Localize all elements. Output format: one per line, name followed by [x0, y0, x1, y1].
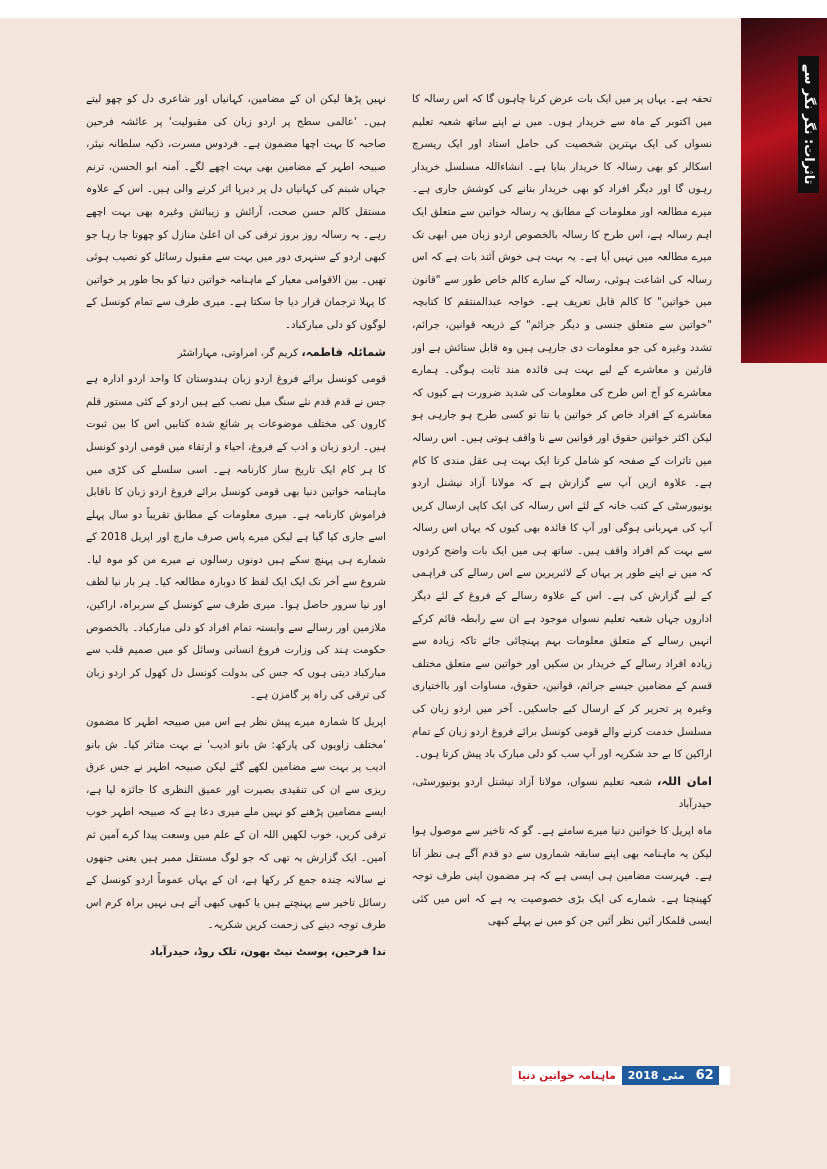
left-column	[86, 88, 386, 1078]
writer-name: شمائلہ فاطمہ،	[301, 344, 386, 359]
writer-name: امان اللہ،	[656, 773, 712, 788]
letter-text: تحفہ ہے۔ یہاں پر میں ایک بات عرض کرنا چاہوں گا کہ اس رسالہ کا میں اکتوبر کے ماہ سے خریدار ہوں۔ میں نے اپنے ساتھ شعبہ تعلیم نسواں کی ایک بہترین شخصیت کی حامل استاد اور ایک ریسرچ اسکالر کو بھی رسالہ کا خریدار بنایا ہے۔ انشاءاللہ مسلسل خریدار رہوں گا اور دیگر افراد کو بھی خریدار بنانے کی کوشش جاری ہے۔ میرے مطالعہ اور معلومات کے مطابق یہ رسالہ خواتین سے متعلق ایک اہم رسالہ ہے، اس طرح کا رسالہ بالخصوص اردو زبان میں ابھی تک میرے مطالعہ میں نہیں آیا ہے۔ یہ بہت ہی خوش آئند بات ہے کہ اس رسالہ کی اشاعت ہوئی، رسالہ کے سارے کالم خاص طور سے "قانون میں خواتین" کا کالم قابل تعریف ہے۔ خواجہ عبدالمنتقم کا کتابچہ "خواتین سے متعلق جنسی و دیگر جرائم" کے ذریعہ قوانین، جرائم، تشدد وغیرہ کی جو معلومات دی جارہی ہیں وہ قابل ستائش ہے اور قارئین و معاشرے کے لیے بہت ہی فائدہ مند ثابت ہوگی۔ ہمارے معاشرے کو آج اس طرح کی معلومات کی شدید ضرورت ہے کیوں کہ معاشرے کے افراد خاص کر خواتین یا نتا تو کسی طرح ہو جارہی ہو لیکن اکثر خواتین حقوق اور قوانین سے نا واقف ہوتی ہیں۔ اس رسالہ میں تاثرات کے صفحہ کو شامل کرنا ایک بہت ہی عقل مندی کا کام ہے۔ علاوہ ازیں آپ سے گزارش ہے کہ مولانا آزاد نیشنل اردو یونیورسٹی کے کتب خانہ کے لئے اس رسالہ کی ایک کاپی ارسال کریں آپ کی مہربانی ہوگی اور آپ کا فائدہ بھی کیوں کہ یہاں اس رسالہ سے بہت کم افراد واقف ہیں۔ ساتھ ہی میں ایک بات واضح کردوں کہ میں نے اپنے طور پر یہاں کے لائبریرین سے اس رسالے کی فراہمی کے لیے گزارش کی ہے۔ اس کے علاوہ رسالے کے فروغ کے لئے دیگر اداروں جہاں شعبہ تعلیم نسواں موجود ہے ان سے رابطہ قائم کرکے انہیں رسالے کے متعلق معلومات بہم پہنچائی جائے تاکہ زیادہ سے زیادہ افراد رسالے کے خریدار بن سکیں اور خواتین سے متعلق مختلف قسم کے مضامین جیسے جرائم، قوانین، حقوق، مساوات اور بااختیاری وغیرہ پر تحریر کر کے ارسال کیے جاسکیں۔ آخر میں اردو زبان کی مسلسل خدمت کرنے والے قومی کونسل برائے فروغ اردو زبان کے تمام اراکین کا بے حد شکریہ اور آپ سب کو دلی مبارک باد پیش کرتا ہوں۔	[412, 93, 712, 761]
section-label: تاثرات: نگر نگر سے	[798, 56, 819, 193]
letter-text: نہیں پڑھا لیکن ان کے مضامین، کہانیاں اور شاعری دل کو چھو لیتے ہیں۔ 'عالمی سطح پر اردو زبان کی مقبولیت' پر عائشہ فرحین صاحبہ کا بہت اچھا مضمون ہے۔ فردوس مسرت، ذکیہ سلطانہ نیئر، صبیحہ اطہر کے مضامین بھی بہت اچھے لگے۔ آمنہ ابو الحسن، ترنم جہاں شبنم کی کہانیاں دل پر دیرپا اثر کرنے والی ہیں۔ اس کے علاوہ مستقل کالم حسن صحت، آرائش و زیبائش وغیرہ بھی بہت اچھے رہے۔ یہ رسالہ روز بروز ترقی کی ان اعلیٰ منازل کو چھوتا جا رہا جو کبھی اردو کے سنہری دور میں بہت سے مقبول رسائل کو نصیب ہوئی تھیں۔ بین الاقوامی معیار کے ماہنامہ خواتین دنیا کو بجا طور پر خواتین کا پہلا ترجمان قرار دیا جا سکتا ہے۔ میری طرف سے تمام کونسل کے لوگوں کو دلی مبارکباد۔	[86, 93, 386, 331]
letter-text: ماہ اپریل کا خواتین دنیا میرے سامنے ہے۔ گو کہ تاخیر سے موصول ہوا لیکن یہ ماہنامہ بھی اپنے سابقہ شماروں سے دو قدم آگے ہی نظر آتا ہے۔ فہرست مضامین ہی ایسی ہے کہ ہر مضمون اپنی طرف توجہ کھینچتا ہے۔ شمارے کی ایک بڑی خصوصیت یہ ہے کہ اس میں کئی ایسی قلمکار آئیں نظر آئیں جن کو میں نے پہلے کبھی	[412, 825, 712, 928]
letter-header	[86, 341, 386, 365]
letter-text: اپریل کا شمارہ میرے پیش نظر ہے اس میں صبیحہ اطہر کا مضمون 'مختلف زاویوں کی پارکھ: ش بانو ادیب' نے بہت متاثر کیا۔ ش بانو ادیب پر بہت سے مضامین لکھے گئے لیکن صبیحہ اطہر نے جس عرق ریزی سے ان کی تنقیدی بصیرت اور عمیق النظری کا جائزہ لیا ہے، ایسے مضامین پڑھنے کو نہیں ملے میری دعا ہے کہ صبیحہ اطہر خوب ترقی کریں، خوب لکھیں اللہ ان کے علم میں وسعت پیدا کرے آمین ثم آمین۔ ایک گزارش یہ تھی کہ جو لوگ مستقل ممبر ہیں یعنی جنھوں نے سالانہ چندہ جمع کر رکھا ہے، ان کے یہاں عموماً اردو کونسل کے رسائل تاخیر سے پہنچتے ہیں یا کبھی کبھی آتے ہی نہیں براہ کرم اس طرف توجہ دینے کی زحمت کریں شکریہ۔	[86, 716, 386, 932]
page-number: 62	[691, 1066, 719, 1085]
signature	[86, 941, 386, 964]
issue-date: مئی 2018	[622, 1066, 691, 1085]
right-column	[412, 88, 712, 1113]
signature-address: پوسٹ نیٹ بھون، تلک روڈ، حیدرآباد	[149, 945, 328, 958]
page-footer	[512, 1066, 730, 1085]
letter-text: قومی کونسل برائے فروغ اردو زبان ہندوستان کا واحد اردو ادارہ ہے جس نے قدم قدم نئے سنگ میل نصب کیے ہیں اردو کے کئی مستور قلم کاروں کی مختلف موضوعات پر شائع شدہ کتابیں اس کا بین ثبوت ہیں۔ اردو زبان و ادب کے فروغ، احیاء و ارتقاء میں قومی اردو کونسل کا ہر کام ایک تاریخ ساز کارنامہ ہے۔ اسی سلسلے کی کڑی میں ماہنامہ خواتین دنیا بھی قومی کونسل برائے فروغ اردو زبان کا ناقابل فراموش کارنامہ ہے۔ میری معلومات کے مطابق تقریباً دو سال پہلے اسے جاری کیا گیا ہے لیکن میرے پاس صرف مارچ اور اپریل 2018 کے شمارے ہی پہنچ سکے ہیں دونوں رسالوں نے میرے من کو موہ لیا۔ شروع سے آخر تک ایک ایک لفظ کا دوبارہ مطالعہ کیا۔ ہر بار نیا لطف اور نیا سرور حاصل ہوا۔ میری طرف سے کونسل کے سربراہ، اراکین، ملازمین اور رسالے سے وابستہ تمام افراد کو دلی مبارکباد۔ بالخصوص حکومت ہند کی وزارت فروغ انسانی وسائل کو میں صمیم قلب سے مبارکباد دیتی ہوں کہ جس کی بدولت کونسل دل کھول کر اردو زبان کی ترقی کی راہ پر گامزن ہے۔	[86, 373, 386, 702]
writer-affiliation: شعبہ تعلیم نسواں، مولانا آزاد نیشنل اردو یونیورسٹی، حیدرآباد	[412, 775, 712, 811]
section-corner-graphic	[731, 18, 827, 378]
writer-affiliation: کریم گر، امراوتی، مہاراشٹر	[177, 346, 299, 359]
signature-name: ندا فرحین،	[331, 945, 386, 958]
magazine-name: ماہنامہ خواتین دنیا	[518, 1069, 616, 1082]
letter-header	[412, 770, 712, 816]
